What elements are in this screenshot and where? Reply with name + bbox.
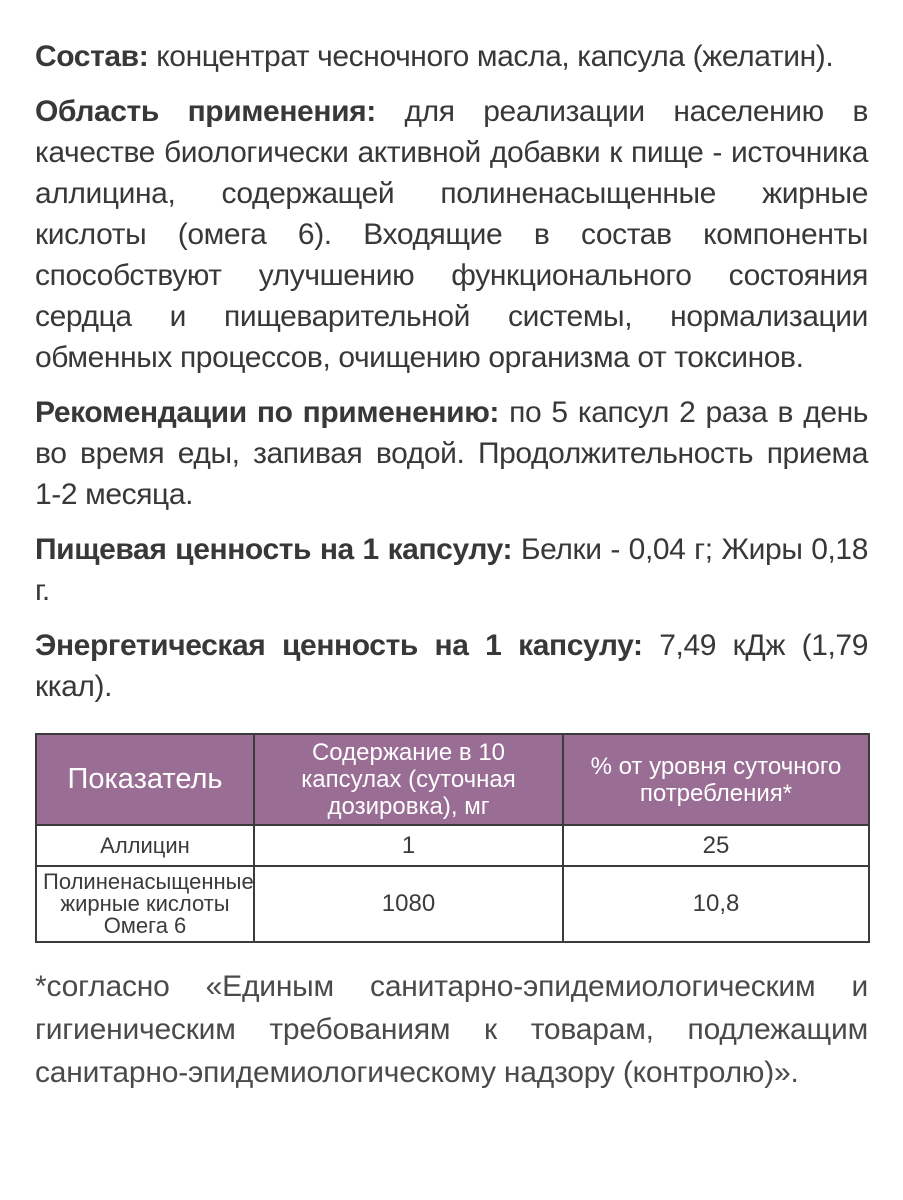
- cell-indicator: Полиненасыщенные жирные кислоты Омега 6: [36, 866, 254, 942]
- footnote: *согласно «Единым санитарно-эпидемиологическим и гигиеническим требованиям к товарам, подлежащим санитарно-эпидемиологическому надзору (контролю)».: [35, 970, 868, 1089]
- table-header-content: Содержание в 10 капсулах (суточная дозировка), мг: [254, 734, 563, 825]
- table-header-row: [36, 734, 869, 825]
- recommendations-text: по 5 капсул 2 раза в день во время еды, запивая водой. Продолжительность приема 1-2 месяца.: [35, 396, 869, 511]
- paragraph-composition: [35, 36, 868, 77]
- cell-percent: 25: [563, 825, 869, 866]
- nutritional-value-label: Пищевая ценность на 1 капсулу:: [35, 533, 513, 566]
- table-header-percent: % от уровня суточного потребления*: [563, 734, 869, 825]
- table-row-omega6: [36, 866, 869, 942]
- paragraph-recommendations: [35, 392, 868, 515]
- nutritional-value-text: Белки - 0,04 г; Жиры 0,18 г.: [35, 533, 869, 607]
- application-label: Область применения:: [35, 95, 376, 128]
- cell-percent: 10,8: [563, 866, 869, 942]
- cell-indicator: Аллицин: [36, 825, 254, 866]
- cell-content: 1080: [254, 866, 563, 942]
- paragraph-nutritional-value: [35, 529, 868, 611]
- paragraph-energy-value: [35, 625, 868, 707]
- table-row-allicin: [36, 825, 869, 866]
- cell-content: 1: [254, 825, 563, 866]
- table-header-indicator: Показатель: [36, 734, 254, 825]
- paragraph-application: [35, 91, 868, 378]
- composition-text: концентрат чесночного масла, капсула (желатин).: [148, 40, 834, 73]
- nutrition-table: [35, 733, 870, 943]
- recommendations-label: Рекомендации по применению:: [35, 396, 500, 429]
- energy-value-text: 7,49 кДж (1,79 ккал).: [35, 629, 868, 703]
- composition-label: Состав:: [35, 40, 149, 73]
- energy-value-label: Энергетическая ценность на 1 капсулу:: [35, 629, 643, 662]
- application-text: для реализации населению в качестве биологически активной добавки к пище - источника аллицина, содержащей полиненасыщенные жирные кислоты (омега 6). Входящие в состав компоненты способствуют улучшению функционального состояния сердца и пищеварительной системы, нормализации обменных процессов, очищению организма от токсинов.: [35, 95, 868, 374]
